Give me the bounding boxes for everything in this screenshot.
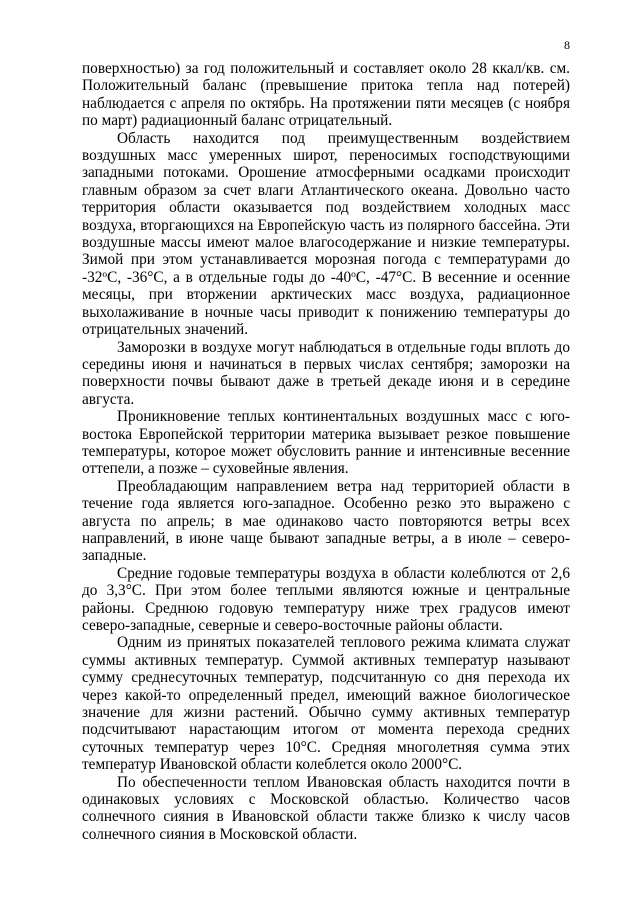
document-body [82,60,570,843]
paragraph [82,408,570,478]
paragraph [82,634,570,773]
paragraph-text: Проникновение теплых континентальных воздушных масс с юго-востока Европейской территории материка вызывает резкое повышение температуры, которое может обусловить ранние и интенсивные весенние оттепели, а позже – суховейные явления. [82,408,570,478]
paragraph [82,60,570,130]
paragraph-text: С, -47°С. В весенние и осенние месяцы, при вторжении арктических масс воздуха, радиационное выхолаживание в ночные часы приводит к понижению температуры до отрицательных значений. [82,268,570,339]
paragraph [82,774,570,844]
paragraph [82,339,570,409]
paragraph [82,478,570,565]
paragraph-text: По обеспеченности теплом Ивановская область находится почти в одинаковых условиях с Московской областью. Количество часов солнечного сияния в Ивановской области также близко к числу часов солнечного сияния в Московской области. [82,773,570,843]
degree-superscript: o [351,269,356,280]
paragraph-text: Заморозки в воздухе могут наблюдаться в отдельные годы вплоть до середины июня и начинаться в первых числах сентября; заморозки на поверхности почвы бывают даже в третьей декаде июня и в середине августа. [82,338,570,408]
paragraph [82,130,570,339]
paragraph-text: Область находится под преимущественным воздействием воздушных масс умеренных широт, переносимых господствующими западными потоками. Орошение атмосферными осадками происходит главным образом за счет влаги Атлантического океана. Довольно часто территория области оказывается под воздействием холодных масс воздуха, вторгающихся на Европейскую часть из полярного бассейна. Эти воздушные массы имеют малое влагосодержание и низкие температуры. Зимой при этом устанавливается морозная погода с температурами до -32 [82,129,570,286]
paragraph-text: С, -36°С, а в отдельные годы до -40 [107,268,352,286]
paragraph-text: поверхностью) за год положительный и составляет около 28 ккал/кв. см. Положительный баланс (превышение притока тепла над потерей) наблюдается с апреля по октябрь. На протяжении пяти месяцев (с ноября по март) радиационный баланс отрицательный. [82,60,570,130]
page-number: 8 [564,38,570,52]
paragraph-text: Преобладающим направлением ветра над территорией области в течение года является юго-западное. Особенно резко это выражено с августа по апрель; в мае одинаково часто повторяются ветры всех направлений, в июне чаще бывают западные ветры, а в июле – северо-западные. [82,477,570,565]
paragraph [82,565,570,635]
paragraph-text: Средние годовые температуры воздуха в области колеблются от 2,6 до 3,3°С. При этом более теплыми являются южные и центральные районы. Среднюю годовую температуру ниже трех градусов имеют северо-западные, северные и северо-восточные районы области. [82,564,570,634]
paragraph-text: Одним из принятых показателей теплового режима климата служат суммы активных температур. Суммой активных температур называют сумму среднесуточных температур, подсчитанную со дня перехода их через какой-то определенный предел, имеющий важное биологическое значение для жизни растений. Обычно сумму активных температур подсчитывают нарастающим итогом от момента перехода средних суточных температур через 10°С. Средняя многолетняя сумма этих температур Ивановской области колеблется около 2000°С. [82,634,570,774]
degree-superscript: o [102,269,108,280]
